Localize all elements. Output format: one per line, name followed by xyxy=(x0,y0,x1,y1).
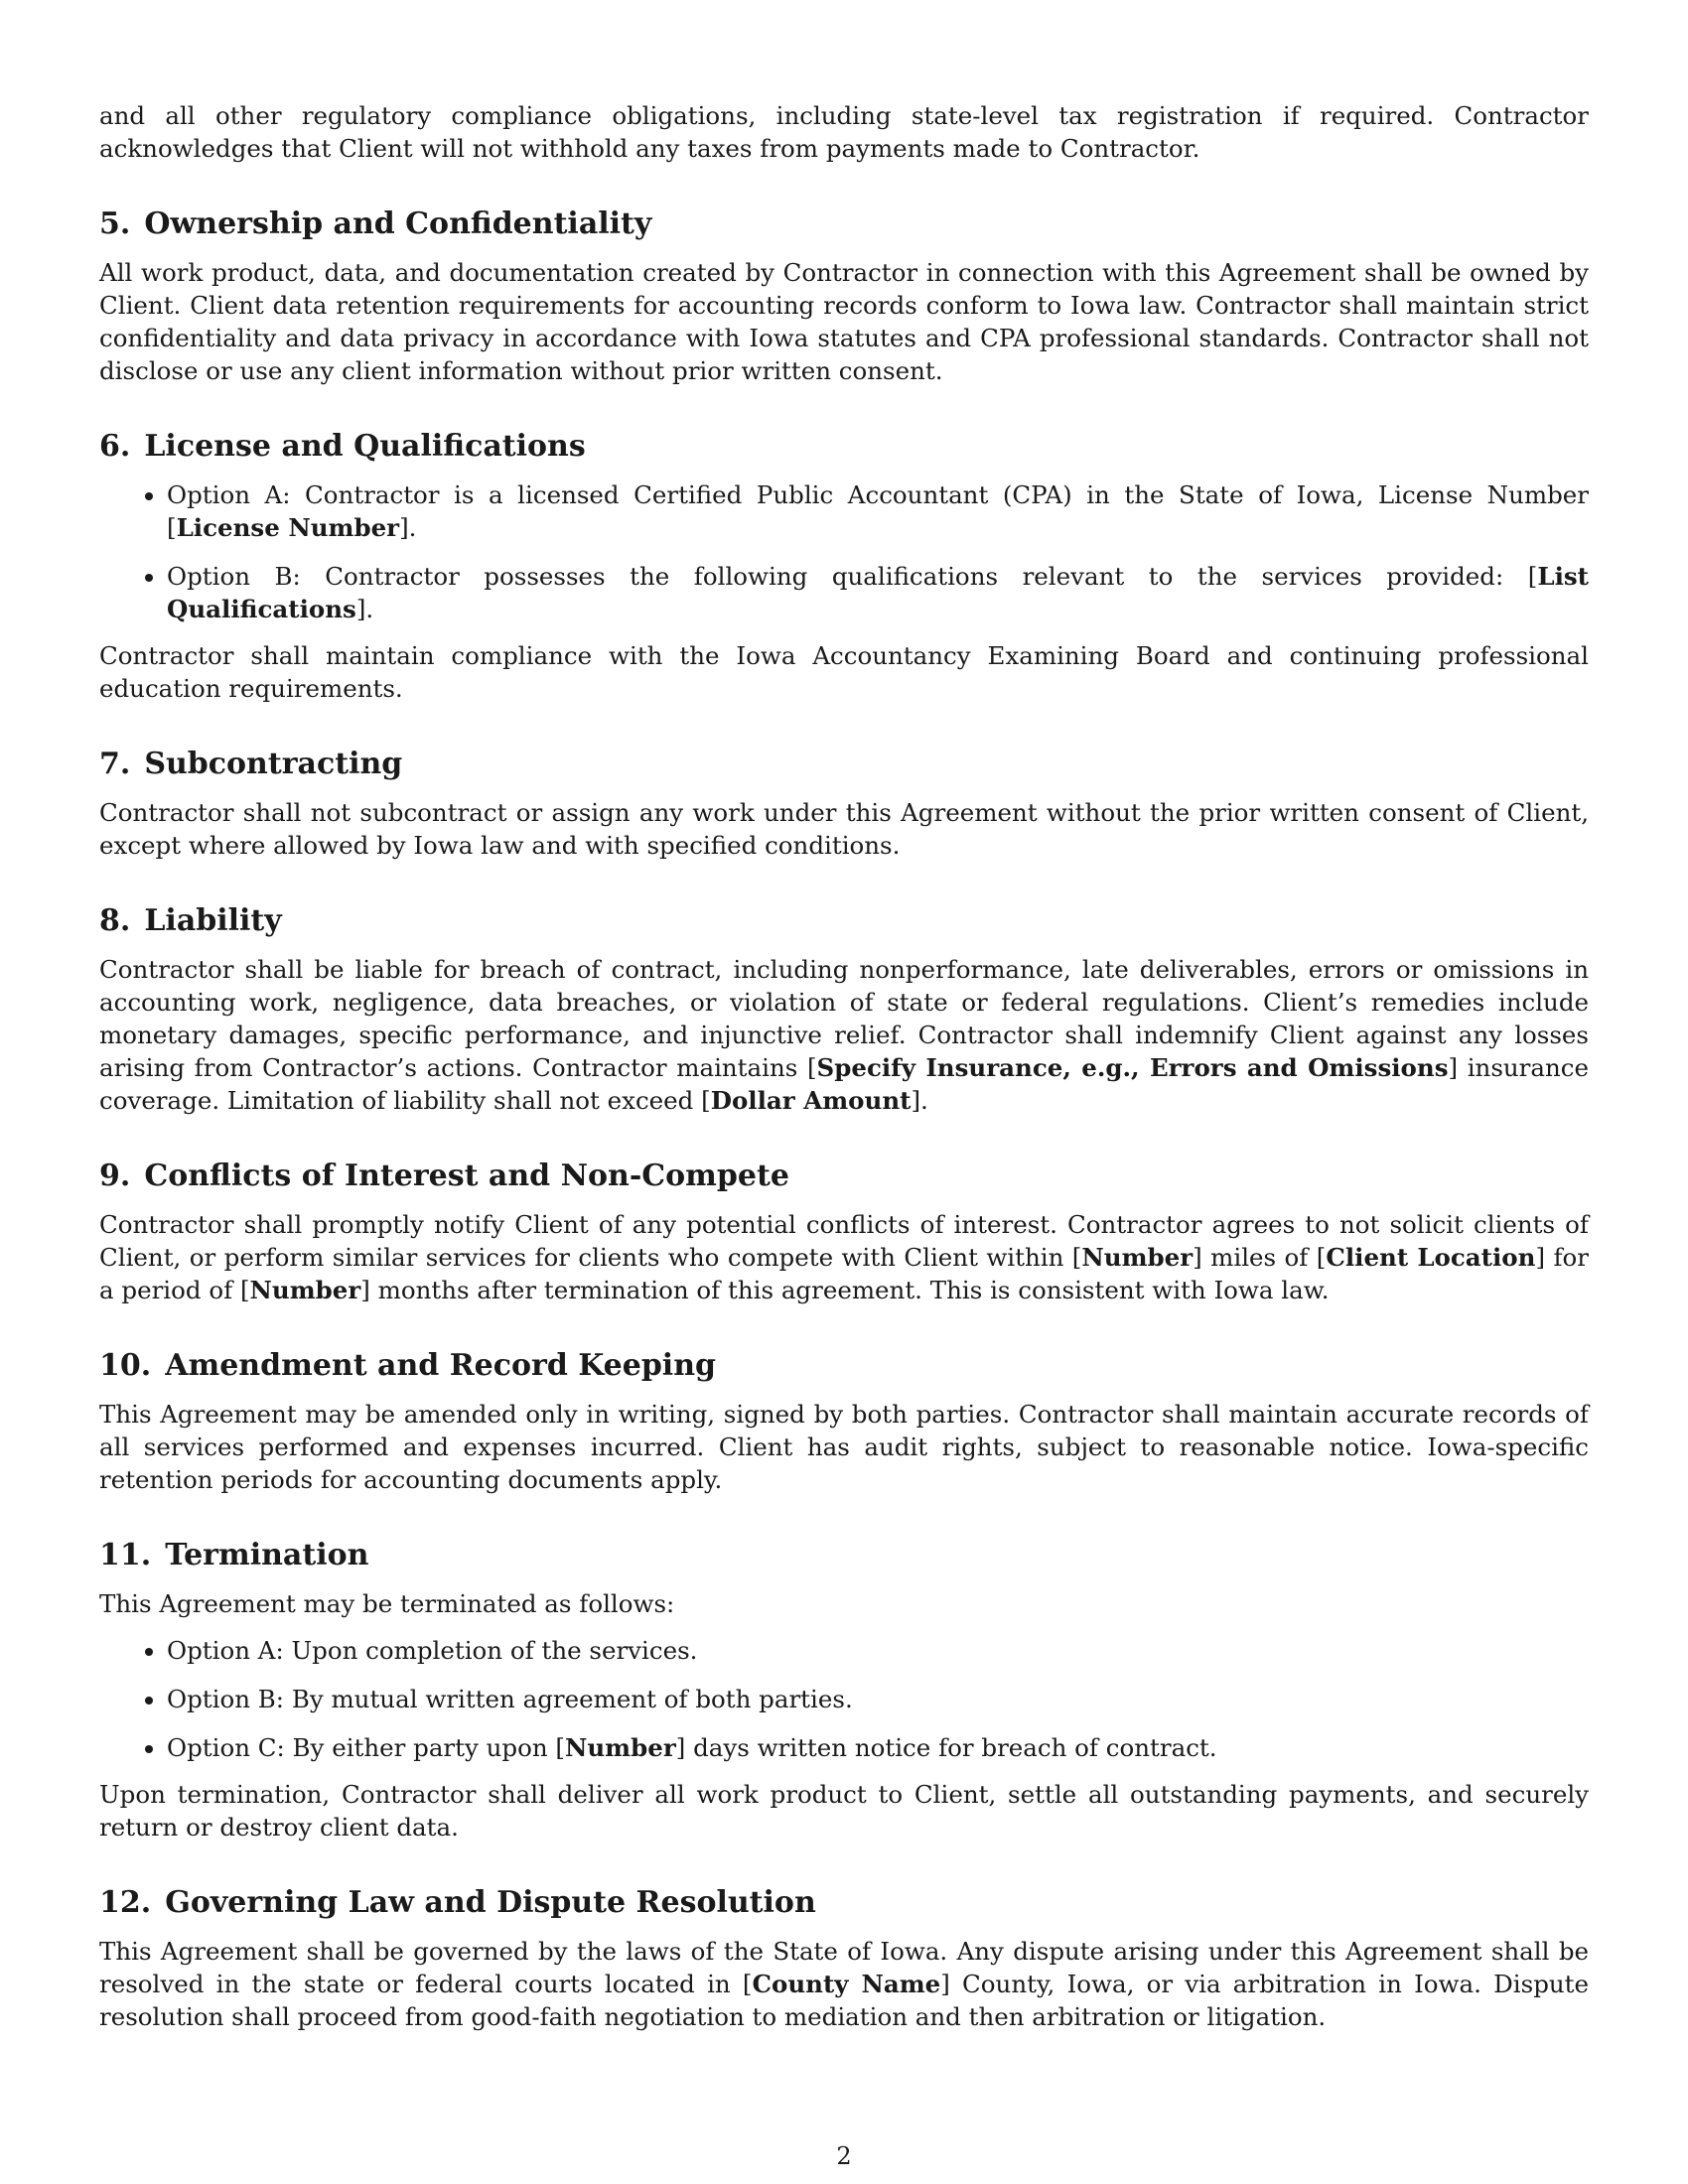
placeholder-number-days: Number xyxy=(564,1733,676,1762)
section-11-after: Upon termination, Contractor shall deliver all work product to Client, settle all outstanding payments, and securely return or destroy client data. xyxy=(99,1780,1589,1842)
placeholder-client-location: Client Location xyxy=(1326,1243,1536,1272)
option-text: Option A: Contractor is a licensed Certified Public Accountant (CPA) in the State of Iowa, License Number [ xyxy=(167,480,1589,542)
body-text: ] for a period of [ xyxy=(99,1243,1589,1304)
section-8-body xyxy=(99,953,1589,1117)
section-title: Liability xyxy=(144,903,282,938)
body-text: Contractor shall be liable for breach of contract, including nonperformance, late deliverables, errors or omissions in accounting work, negligence, data breaches, or violation of state or federal regulations. Client’s remedies include monetary damages, specific performance, and injunctive relief. Contractor shall indemnify Client against any losses arising from Contractor’s actions. Contractor maintains [ xyxy=(99,955,1589,1082)
section-title: License and Qualifications xyxy=(144,429,586,464)
placeholder-dollar-amount: Dollar Amount xyxy=(710,1086,912,1115)
section-10-body: This Agreement may be amended only in writing, signed by both parties. Contractor shall maintain accurate records of all services performed and expenses incurred. Client has audit rights, subject to reasonable notice. Iowa-specific retention periods for accounting documents apply. xyxy=(99,1400,1589,1494)
section-title: Ownership and Confidentiality xyxy=(144,206,652,241)
body-text: This Agreement shall be governed by the laws of the State of Iowa. Any dispute arising under this Agreement shall be resolved in the state or federal courts located in [ xyxy=(99,1937,1589,1998)
intro-paragraph: and all other regulatory compliance obligations, including state-level tax registration if required. Contractor acknowledges that Client will not withhold any taxes from payments made to Contractor. xyxy=(99,101,1589,163)
section-6-after: Contractor shall maintain compliance with the Iowa Accountancy Examining Board and continuing professional education requirements. xyxy=(99,641,1589,703)
section-number: 8. xyxy=(99,903,131,938)
placeholder-county-name: County Name xyxy=(752,1970,941,1998)
body-text: Contractor shall promptly notify Client of any potential conflicts of interest. Contractor agrees to not solicit clients of Client, or perform similar services for clients who compete with Client within [ xyxy=(99,1210,1589,1272)
section-number: 12. xyxy=(99,1885,152,1920)
section-8-heading xyxy=(99,903,1589,939)
section-5-heading xyxy=(99,206,1589,242)
section-11-heading xyxy=(99,1538,1589,1573)
body-text: ] County, Iowa, or via arbitration in Iowa. Dispute resolution shall proceed from good-faith negotiation to mediation and then arbitration or litigation. xyxy=(99,1970,1589,2031)
section-number: 9. xyxy=(99,1159,131,1193)
option-text-end: ]. xyxy=(355,595,374,623)
section-title: Conflicts of Interest and Non-Compete xyxy=(144,1159,789,1193)
body-text: ] months after termination of this agreement. This is consistent with Iowa law. xyxy=(360,1276,1330,1304)
section-12-body xyxy=(99,1935,1589,2033)
section-6-heading xyxy=(99,429,1589,465)
section-title: Subcontracting xyxy=(144,747,403,781)
option-text-end: ] days written notice for breach of contract. xyxy=(675,1733,1217,1762)
placeholder-number-months: Number xyxy=(249,1276,361,1304)
section-number: 10. xyxy=(99,1348,152,1383)
termination-options-list xyxy=(99,1634,1589,1764)
placeholder-number-miles: Number xyxy=(1081,1243,1194,1272)
page-number: 2 xyxy=(836,2142,852,2170)
section-10-heading xyxy=(99,1348,1589,1384)
section-9-heading xyxy=(99,1159,1589,1194)
option-text: Option B: Contractor possesses the following qualifications relevant to the services provided: [ xyxy=(167,562,1538,591)
section-12-heading xyxy=(99,1885,1589,1921)
section-7-heading xyxy=(99,747,1589,782)
section-title: Termination xyxy=(165,1538,369,1572)
placeholder-license-number: License Number xyxy=(176,513,400,542)
license-option-b xyxy=(167,560,1589,625)
placeholder-insurance: Specify Insurance, e.g., Errors and Omissions xyxy=(816,1053,1449,1082)
body-text: ] insurance coverage. Limitation of liability shall not exceed [ xyxy=(99,1053,1589,1115)
placeholder-list-qualifications: List Qualifications xyxy=(167,562,1589,623)
section-number: 5. xyxy=(99,206,131,241)
option-text-end: ]. xyxy=(399,513,417,542)
termination-option-c xyxy=(167,1731,1589,1764)
option-text: Option C: By either party upon [ xyxy=(167,1733,565,1762)
section-7-body: Contractor shall not subcontract or assign any work under this Agreement without the prior written consent of Client, except where allowed by Iowa law and with specified conditions. xyxy=(99,798,1589,860)
termination-option-b: • Option B: By mutual written agreement of both parties. xyxy=(167,1683,1589,1715)
section-number: 6. xyxy=(99,429,131,464)
section-11-intro: This Agreement may be terminated as follows: xyxy=(99,1589,675,1618)
section-number: 7. xyxy=(99,747,131,781)
section-number: 11. xyxy=(99,1538,152,1572)
section-title: Amendment and Record Keeping xyxy=(165,1348,716,1383)
body-text: ]. xyxy=(911,1086,928,1115)
body-text: ] miles of [ xyxy=(1193,1243,1327,1272)
license-option-a xyxy=(167,478,1589,544)
document-page xyxy=(99,99,1589,2033)
section-title: Governing Law and Dispute Resolution xyxy=(165,1885,816,1920)
termination-option-a: • Option A: Upon completion of the services. xyxy=(167,1634,1589,1667)
section-5-body: All work product, data, and documentation created by Contractor in connection with this Agreement shall be owned by Client. Client data retention requirements for accounting records conform to Iowa law. Contractor shall maintain strict confidentiality and data privacy in accordance with Iowa statutes and CPA professional standards. Contractor shall not disclose or use any client information without prior written consent. xyxy=(99,258,1589,385)
license-options-list xyxy=(99,478,1589,625)
section-9-body xyxy=(99,1208,1589,1306)
